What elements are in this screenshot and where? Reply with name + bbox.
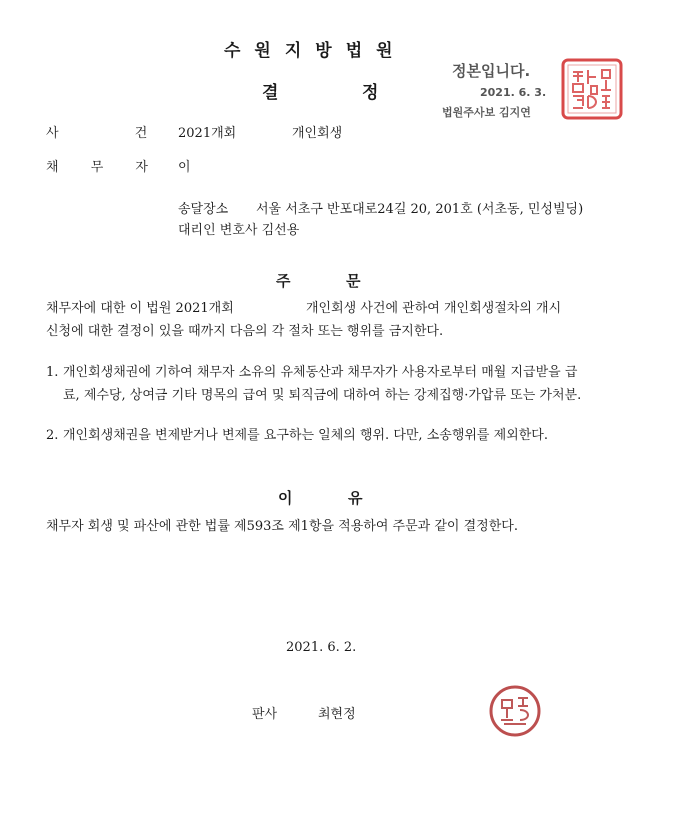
judge-seal-icon: [484, 680, 546, 742]
court-name: 수원지방법원: [224, 41, 407, 61]
order-intro-part2: 개인회생 사건에 관하여 개인회생절차의 개시: [306, 301, 562, 316]
reason-heading-right: 유: [348, 489, 363, 507]
document-type-right: 정: [362, 83, 379, 103]
order-intro-part1: 채무자에 대한 이 법원 2021개회: [46, 301, 234, 316]
order-item-number: 2.: [46, 428, 59, 443]
document-type-left: 결: [262, 83, 279, 103]
judge-name: 최현정: [318, 707, 356, 722]
order-item-2: [46, 424, 591, 447]
order-item-text: 개인회생채권을 변제받거나 변제를 요구하는 일체의 행위. 다만, 소송행위를 제외한다.: [63, 428, 548, 443]
case-number: 2021개회: [178, 126, 237, 141]
order-item-text: 개인회생채권에 기하여 채무자 소유의 유체동산과 채무자가 사용자로부터 매월 지급받을 급료, 제수당, 상여금 기타 명목의 급여 및 퇴직금에 대하여 하는 강제집행·가압류 또는 가처분.: [63, 365, 582, 403]
service-address: 서울 서초구 반포대로24길 20, 201호 (서초동, 민성빌딩): [256, 202, 584, 217]
case-label: 사 건: [46, 126, 184, 141]
reason-text: 채무자 회생 및 파산에 관한 법률 제593조 제1항을 적용하여 주문과 같이 결정한다.: [46, 519, 518, 534]
order-intro-line2: 신청에 대한 결정이 있을 때까지 다음의 각 절차 또는 행위를 금지한다.: [46, 324, 444, 339]
order-heading-right: 문: [346, 272, 361, 290]
reason-heading-left: 이: [278, 489, 293, 507]
order-heading-left: 주: [276, 272, 291, 290]
judge-title: 판사: [252, 707, 278, 722]
certified-copy-text: 정본입니다.: [452, 62, 531, 80]
certification-date: 2021. 6. 3.: [480, 86, 547, 99]
order-item-1: [46, 361, 591, 407]
court-clerk: 법원주사보 김지연: [442, 106, 531, 119]
address-label: 송달장소: [178, 202, 229, 217]
legal-agent: 대리인 변호사 김선용: [178, 223, 300, 238]
court-seal-icon: [561, 58, 623, 120]
order-item-number: 1.: [46, 365, 59, 380]
debtor-name: 이: [178, 160, 191, 175]
case-type: 개인회생: [292, 126, 343, 141]
debtor-label: 채 무 자: [46, 160, 162, 175]
decision-date: 2021. 6. 2.: [286, 640, 357, 655]
